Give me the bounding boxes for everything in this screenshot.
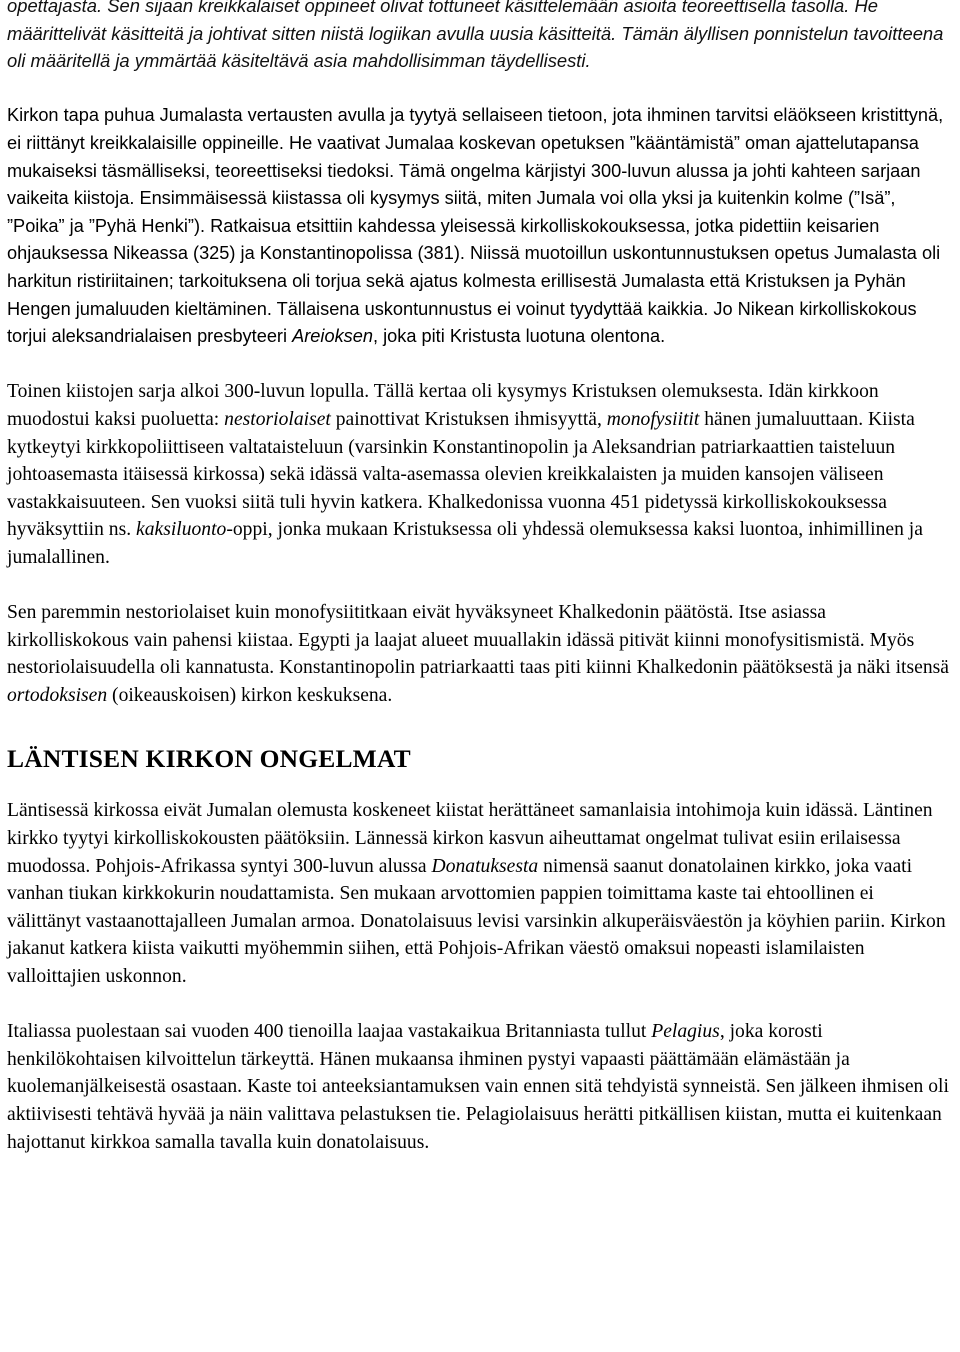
sentence: Sen paremmin nestoriolaiset kuin monofysiititkaan eivät hyväksyneet Khalkedonin päätöstä.	[7, 602, 734, 624]
section-heading: LÄNTISEN KIRKON ONGELMAT	[7, 744, 411, 774]
emphasis-areios: Areioksen	[292, 326, 373, 347]
sentence: Lännessä kirkon kasvun aiheuttamat ongelmat tulivat esiin erilaisessa muodossa.	[7, 828, 901, 877]
sentence: Tämä ongelma kärjistyi 300-luvun alussa ja johti kahteen sarjaan vaikeita kiistoja.	[7, 160, 921, 209]
sentence: He vaativat Jumalaa koskevan opetuksen ”kääntämistä” oman ajattelutapansa mukaiseksi täsmälliseksi, teoreettiseksi tiedoksi.	[7, 132, 919, 181]
sentence: painottivat Kristuksen ihmisyyttä,	[335, 408, 602, 430]
paragraph-christology	[7, 378, 950, 571]
sentence: Läntinen kirkko tyytyi kirkolliskokousten päätöksiin.	[7, 800, 933, 850]
paragraph-trinity	[7, 102, 950, 350]
sentence: Kaste toi anteeksiantamuksen vain ennen sitä tehdyistä synneistä.	[246, 1076, 761, 1098]
sentence: Khalkedonissa vuonna 451 pidetyssä kirkolliskokouksessa hyväksyttiin ns.	[7, 491, 887, 541]
sentence: Tällä kertaa oli kysymys Kristuksen olemuksesta.	[373, 381, 764, 403]
sentence: Jo Nikean kirkolliskokous torjui aleksandrialaisen presbyteeri	[7, 298, 917, 347]
sentence: Hänen mukaansa ihminen pystyi vapaasti päättämään elämästään ja kuolemanjälkeisestä osastaan.	[7, 1048, 850, 1098]
sentence: Idän kirkkoon muodostui kaksi puoluetta:	[7, 381, 879, 430]
intro-text: opettajasta. Sen sijaan kreikkalaiset oppineet olivat tottuneet käsittelemään asioita teoreettisella tasolla. He määrittelivät käsitteitä ja johtivat sitten niistä logiikan avulla uusia käsitteitä. Tämän älyllisen ponnistelun tavoitteena oli määritellä ja ymmärtää käsiteltävä asia mahdollisimman täydellisesti.	[7, 0, 944, 72]
emphasis-donatuksesta: Donatuksesta	[431, 855, 539, 877]
sentence: Kirkon tapa puhua Jumalasta vertausten avulla ja tyytyä sellaiseen tietoon, jota ihminen tarvitsi eläökseen kristittynä, ei riittänyt kreikkalaisille oppineille.	[7, 105, 944, 153]
sentence: Konstantinopolin patriarkaatti taas piti kiinni Khalkedonin päätöksestä ja näki itsensä	[279, 657, 949, 679]
paragraph-gap	[7, 75, 950, 103]
paragraph-pelagianism	[7, 1018, 950, 1156]
emphasis-nestoriolaiset: nestoriolaiset	[224, 408, 331, 430]
sentence: Pohjois-Afrikassa syntyi 300-luvun alussa	[95, 855, 427, 877]
sentence: Sen mukaan arvottomien pappien toimittama kaste tai ehtoollinen ei välittänyt vastaanottajalleen Jumalan armoa.	[7, 883, 874, 932]
sentence: Pelagiolaisuus herätti pitkällisen kiistan, mutta ei kuitenkaan hajottanut kirkkoa samalla tavalla kuin donatolaisuus.	[7, 1103, 942, 1153]
sentence: -oppi, jonka mukaan Kristuksessa oli yhdessä olemuksessa kaksi luontoa, inhimillinen ja jumalallinen.	[7, 519, 923, 568]
intro-paragraph	[7, 0, 950, 75]
sentence: Sen jälkeen ihmisen oli aktiivisesti tehtävä hyvää ja näin valittava pelastuksen tie.	[7, 1076, 949, 1125]
section-gap	[7, 775, 950, 797]
sentence: Sen vuoksi siitä tuli hyvin katkera.	[150, 491, 423, 513]
sentence: Ratkaisua etsittiin kahdessa yleisessä kirkolliskokouksessa, jotka pidettiin keisarien ohjauksessa Nikeassa (325) ja Konstantinopolissa (381).	[7, 215, 880, 264]
sentence: Niissä muotoillun uskontunnustuksen opetus Jumalasta oli harkitun ristiriitainen; tarkoituksena oli torjua sekä ajatus kolmesta erillisestä Jumalasta että Kristuksen ja Pyhän Hengen jumaluuden kieltäminen.	[7, 243, 941, 319]
section-gap	[7, 709, 950, 743]
sentence: , joka korosti henkilökohtaisen kilvoittelun tärkeyttä.	[7, 1021, 823, 1070]
sentence: Toinen kiistojen sarja alkoi 300-luvun lopulla.	[7, 381, 370, 403]
paragraph-gap	[7, 351, 950, 379]
emphasis-ortodoksisen: ortodoksisen	[7, 684, 108, 706]
sentence: Tällaisena uskontunnustus ei voinut tyydyttää kaikkia.	[276, 298, 709, 319]
sentence: Italiassa puolestaan sai vuoden 400 tienoilla laajaa vastakaikua Britanniasta tullut	[7, 1021, 647, 1043]
emphasis-kaksiluonto: kaksiluonto	[136, 519, 227, 541]
emphasis-pelagius: Pelagius	[651, 1021, 720, 1043]
sentence: Egypti ja laajat alueet muuallakin idässä pitivät kiinni monofysitismistä.	[298, 629, 865, 651]
sentence: , joka piti Kristusta luotuna olentona.	[373, 326, 666, 347]
paragraph-gap	[7, 991, 950, 1019]
sentence: Ensimmäisessä kiistassa oli kysymys siitä, miten Jumala voi olla yksi ja kuitenkin kolme (”Isä”, ”Poika” ja ”Pyhä Henki”).	[7, 188, 896, 236]
sentence: Myös nestoriolaisuudella oli kannatusta.	[7, 629, 915, 679]
sentence: Donatolaisuus levisi varsinkin alkuperäisväestön ja köyhien pariin.	[360, 910, 886, 932]
sentence: (oikeauskoisen) kirkon keskuksena.	[112, 684, 393, 706]
sentence: Itse asiassa kirkolliskokous vain pahensi kiistaa.	[7, 602, 826, 651]
sentence: nimensä saanut donatolainen kirkko, joka vaati vanhan tiukan kirkkokurin noudattamista.	[7, 855, 913, 905]
sentence: Kirkon jakanut katkera kiista vaikutti myöhemmin siihen, että Pohjois-Afrikan väestö omaksui nopeasti islamilaisten valloittajien uskonnon.	[7, 910, 946, 987]
sentence: hänen jumaluuttaan.	[704, 408, 864, 430]
emphasis-monofysiitit: monofysiitit	[606, 408, 700, 430]
paragraph-donatism	[7, 797, 950, 990]
paragraph-gap	[7, 571, 950, 599]
sentence: Kiista kytkeytyi kirkkopoliittiseen valtataisteluun (varsinkin Konstantinopolin ja Aleksandrian patriarkaattien taisteluun johtoasemasta itäisessä kirkossa) sekä idässä valta-asemassa olevien kreikkalaisten ja muiden kansojen väliseen vastakkaisuuteen.	[7, 408, 915, 513]
sentence: Läntisessä kirkossa eivät Jumalan olemusta koskeneet kiistat herättäneet samanlaisia intohimoja kuin idässä.	[7, 800, 859, 822]
paragraph-khalkedon-aftermath	[7, 599, 950, 709]
